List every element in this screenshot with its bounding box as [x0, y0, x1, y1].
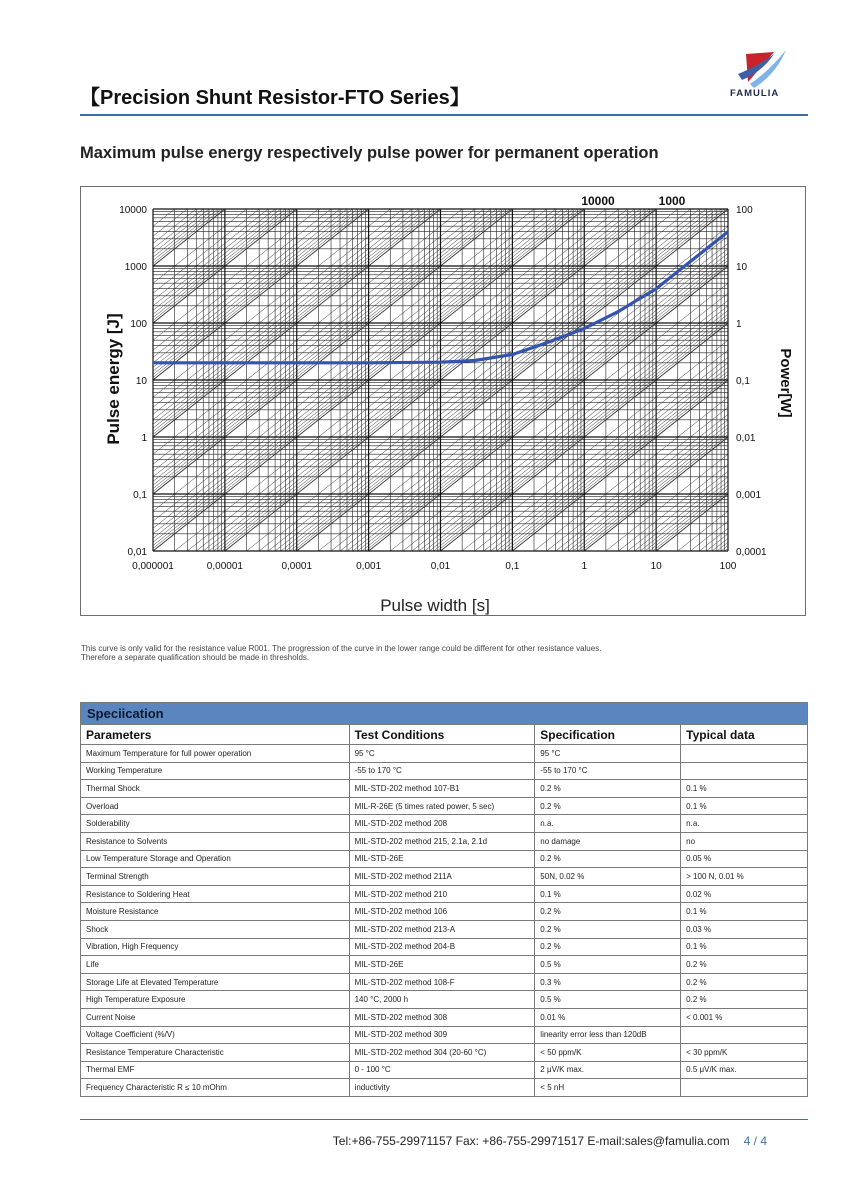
table-cell: n.a.: [681, 815, 808, 833]
page-number: 4 / 4: [743, 1134, 767, 1148]
table-row: [81, 1026, 808, 1044]
table-cell: Overload: [81, 797, 350, 815]
table-cell: 95 °C: [349, 745, 535, 763]
table-cell: 0.05 %: [681, 850, 808, 868]
table-cell: MIL-STD-202 method 308: [349, 1008, 535, 1026]
table-cell: [681, 745, 808, 763]
table-cell: Current Noise: [81, 1008, 350, 1026]
footer-divider: [80, 1119, 808, 1120]
specification-table: [80, 702, 808, 1097]
table-row: [81, 885, 808, 903]
table-cell: 0.2 %: [535, 938, 681, 956]
table-row: [81, 938, 808, 956]
table-cell: 0.3 %: [535, 973, 681, 991]
table-cell: 0.1 %: [681, 938, 808, 956]
table-cell: MIL-STD-202 method 106: [349, 903, 535, 921]
table-cell: 2 μV/K max.: [535, 1061, 681, 1079]
y-tick-label: 0,01: [127, 547, 147, 558]
y-axis-label: Pulse energy [J]: [104, 313, 123, 445]
table-caption: Speciication: [81, 703, 808, 725]
table-cell: 0.1 %: [681, 797, 808, 815]
table-cell: Shock: [81, 920, 350, 938]
table-cell: MIL-STD-202 method 215, 2.1a, 2.1d: [349, 832, 535, 850]
y2-tick-label: 100: [736, 205, 753, 216]
table-row: [81, 973, 808, 991]
x-tick-label: 0,001: [356, 561, 382, 572]
table-cell: Low Temperature Storage and Operation: [81, 850, 350, 868]
table-cell: MIL-R-26E (5 times rated power, 5 sec): [349, 797, 535, 815]
table-cell: Frequency Characteristic R ≤ 10 mOhm: [81, 1079, 350, 1097]
table-row: [81, 991, 808, 1009]
column-header: Parameters: [81, 725, 350, 745]
table-cell: 0.1 %: [681, 780, 808, 798]
y-tick-label: 10: [135, 376, 147, 387]
table-cell: MIL-STD-202 method 208: [349, 815, 535, 833]
table-row: [81, 850, 808, 868]
table-row: [81, 920, 808, 938]
table-cell: 0.2 %: [681, 973, 808, 991]
power-diagonal-line: [81, 209, 103, 551]
table-row: [81, 868, 808, 886]
page-header-title: 【Precision Shunt Resistor-FTO Series】: [80, 87, 470, 109]
table-cell: n.a.: [535, 815, 681, 833]
x-tick-label: 0,1: [505, 561, 520, 572]
table-cell: 140 °C, 2000 h: [349, 991, 535, 1009]
section-title: Maximum pulse energy respectively pulse power for permanent operation: [80, 144, 659, 162]
table-cell: Thermal EMF: [81, 1061, 350, 1079]
table-cell: < 50 ppm/K: [535, 1044, 681, 1062]
table-cell: 0.2 %: [681, 956, 808, 974]
diagonal-annotation: 10000: [581, 194, 615, 208]
x-tick-label: 0,0001: [281, 561, 313, 572]
table-cell: 0.2 %: [535, 920, 681, 938]
table-row: [81, 780, 808, 798]
table-cell: linearity error less than 120dB: [535, 1026, 681, 1044]
table-cell: 0.2 %: [681, 991, 808, 1009]
table-header-row: [81, 725, 808, 745]
table-cell: Moisture Resistance: [81, 903, 350, 921]
table-cell: < 30 ppm/K: [681, 1044, 808, 1062]
y2-tick-label: 0,001: [736, 490, 762, 501]
x-tick-label: 0,01: [430, 561, 451, 572]
y-tick-label: 1: [141, 433, 147, 444]
table-row: [81, 1079, 808, 1097]
table-cell: -55 to 170 °C: [349, 762, 535, 780]
table-cell: 95 °C: [535, 745, 681, 763]
table-cell: MIL-STD-202 method 108-F: [349, 973, 535, 991]
table-row: [81, 1044, 808, 1062]
pulse-chart: [80, 186, 806, 616]
table-cell: 0.2 %: [535, 797, 681, 815]
table-cell: 0.1 %: [681, 903, 808, 921]
diagonal-annotation: 1000: [658, 194, 686, 208]
table-cell: 50N, 0.02 %: [535, 868, 681, 886]
table-cell: MIL-STD-202 method 107-B1: [349, 780, 535, 798]
y2-tick-label: 0,0001: [736, 547, 767, 558]
table-cell: 0.01 %: [535, 1008, 681, 1026]
table-row: [81, 745, 808, 763]
x-tick-label: 0,00001: [206, 561, 243, 572]
table-cell: no damage: [535, 832, 681, 850]
table-cell: 0.1 %: [535, 885, 681, 903]
table-cell: MIL-STD-26E: [349, 850, 535, 868]
table-cell: 0.03 %: [681, 920, 808, 938]
column-header: Specification: [535, 725, 681, 745]
table-cell: no: [681, 832, 808, 850]
column-header: Test Conditions: [349, 725, 535, 745]
chart-note-line-1: This curve is only valid for the resistance value R001. The progression of the curve in the lower range could be different for other resistance values.: [81, 644, 602, 653]
table-cell: Life: [81, 956, 350, 974]
table-cell: Maximum Temperature for full power operation: [81, 745, 350, 763]
x-tick-label: 100: [719, 561, 737, 572]
table-cell: Thermal Shock: [81, 780, 350, 798]
table-cell: Resistance to Solvents: [81, 832, 350, 850]
y2-tick-label: 10: [736, 262, 748, 273]
table-cell: Terminal Strength: [81, 868, 350, 886]
table-cell: Resistance Temperature Characteristic: [81, 1044, 350, 1062]
table-cell: [681, 762, 808, 780]
column-header: Typical data: [681, 725, 808, 745]
y2-tick-label: 0,01: [736, 433, 756, 444]
table-cell: High Temperature Exposure: [81, 991, 350, 1009]
table-cell: MIL-STD-26E: [349, 956, 535, 974]
y2-tick-label: 1: [736, 319, 742, 330]
table-row: [81, 797, 808, 815]
x-axis-label: Pulse width [s]: [380, 596, 490, 615]
y-tick-label: 1000: [124, 262, 147, 273]
x-tick-label: 10: [650, 561, 662, 572]
x-tick-label: 0,000001: [132, 561, 174, 572]
table-cell: Storage Life at Elevated Temperature: [81, 973, 350, 991]
table-cell: MIL-STD-202 method 211A: [349, 868, 535, 886]
table-cell: [681, 1026, 808, 1044]
table-cell: Solderability: [81, 815, 350, 833]
table-row: [81, 956, 808, 974]
table-cell: MIL-STD-202 method 210: [349, 885, 535, 903]
chart-note: [81, 644, 801, 662]
footer-contact: Tel:+86-755-29971157 Fax: +86-755-29971517 E-mail:sales@famulia.com: [332, 1134, 730, 1148]
table-row: [81, 762, 808, 780]
power-diagonal-line: [797, 209, 805, 551]
table-cell: 0.5 %: [535, 991, 681, 1009]
pulse-chart-svg: [81, 187, 805, 615]
table-cell: Working Temperature: [81, 762, 350, 780]
table-cell: MIL-STD-202 method 309: [349, 1026, 535, 1044]
y-tick-label: 100: [130, 319, 147, 330]
table-row: [81, 1008, 808, 1026]
table-cell: [681, 1079, 808, 1097]
header-divider: [80, 114, 808, 116]
table-cell: Vibration, High Frequency: [81, 938, 350, 956]
table-cell: 0.2 %: [535, 780, 681, 798]
table-cell: Resistance to Soldering Heat: [81, 885, 350, 903]
power-diagonal-line: [800, 209, 805, 551]
table-cell: -55 to 170 °C: [535, 762, 681, 780]
table-cell: < 0.001 %: [681, 1008, 808, 1026]
chart-note-line-2: Therefore a separate qualification should be made in thresholds.: [81, 653, 310, 662]
y2-tick-label: 0,1: [736, 376, 750, 387]
table-row: [81, 1061, 808, 1079]
table-cell: MIL-STD-202 method 204-B: [349, 938, 535, 956]
table-cell: 0.5 %: [535, 956, 681, 974]
y2-axis-label: Power[W]: [777, 348, 794, 418]
table-row: [81, 832, 808, 850]
table-row: [81, 815, 808, 833]
table-cell: Voltage Coefficient (%/V): [81, 1026, 350, 1044]
table-cell: inductivity: [349, 1079, 535, 1097]
footer: [333, 1134, 767, 1148]
table-row: [81, 903, 808, 921]
table-cell: < 5 nH: [535, 1079, 681, 1097]
table-cell: MIL-STD-202 method 213-A: [349, 920, 535, 938]
y-tick-label: 0,1: [133, 490, 147, 501]
table-cell: 0.5 μV/K max.: [681, 1061, 808, 1079]
table-cell: 0.2 %: [535, 903, 681, 921]
y-tick-label: 10000: [119, 205, 147, 216]
table-cell: 0 - 100 °C: [349, 1061, 535, 1079]
table-cell: 0.2 %: [535, 850, 681, 868]
logo-text: FAMULIA: [730, 88, 780, 99]
table-cell: MIL-STD-202 method 304 (20-60 °C): [349, 1044, 535, 1062]
x-tick-label: 1: [581, 561, 588, 572]
table-cell: > 100 N, 0.01 %: [681, 868, 808, 886]
table-cell: 0.02 %: [681, 885, 808, 903]
